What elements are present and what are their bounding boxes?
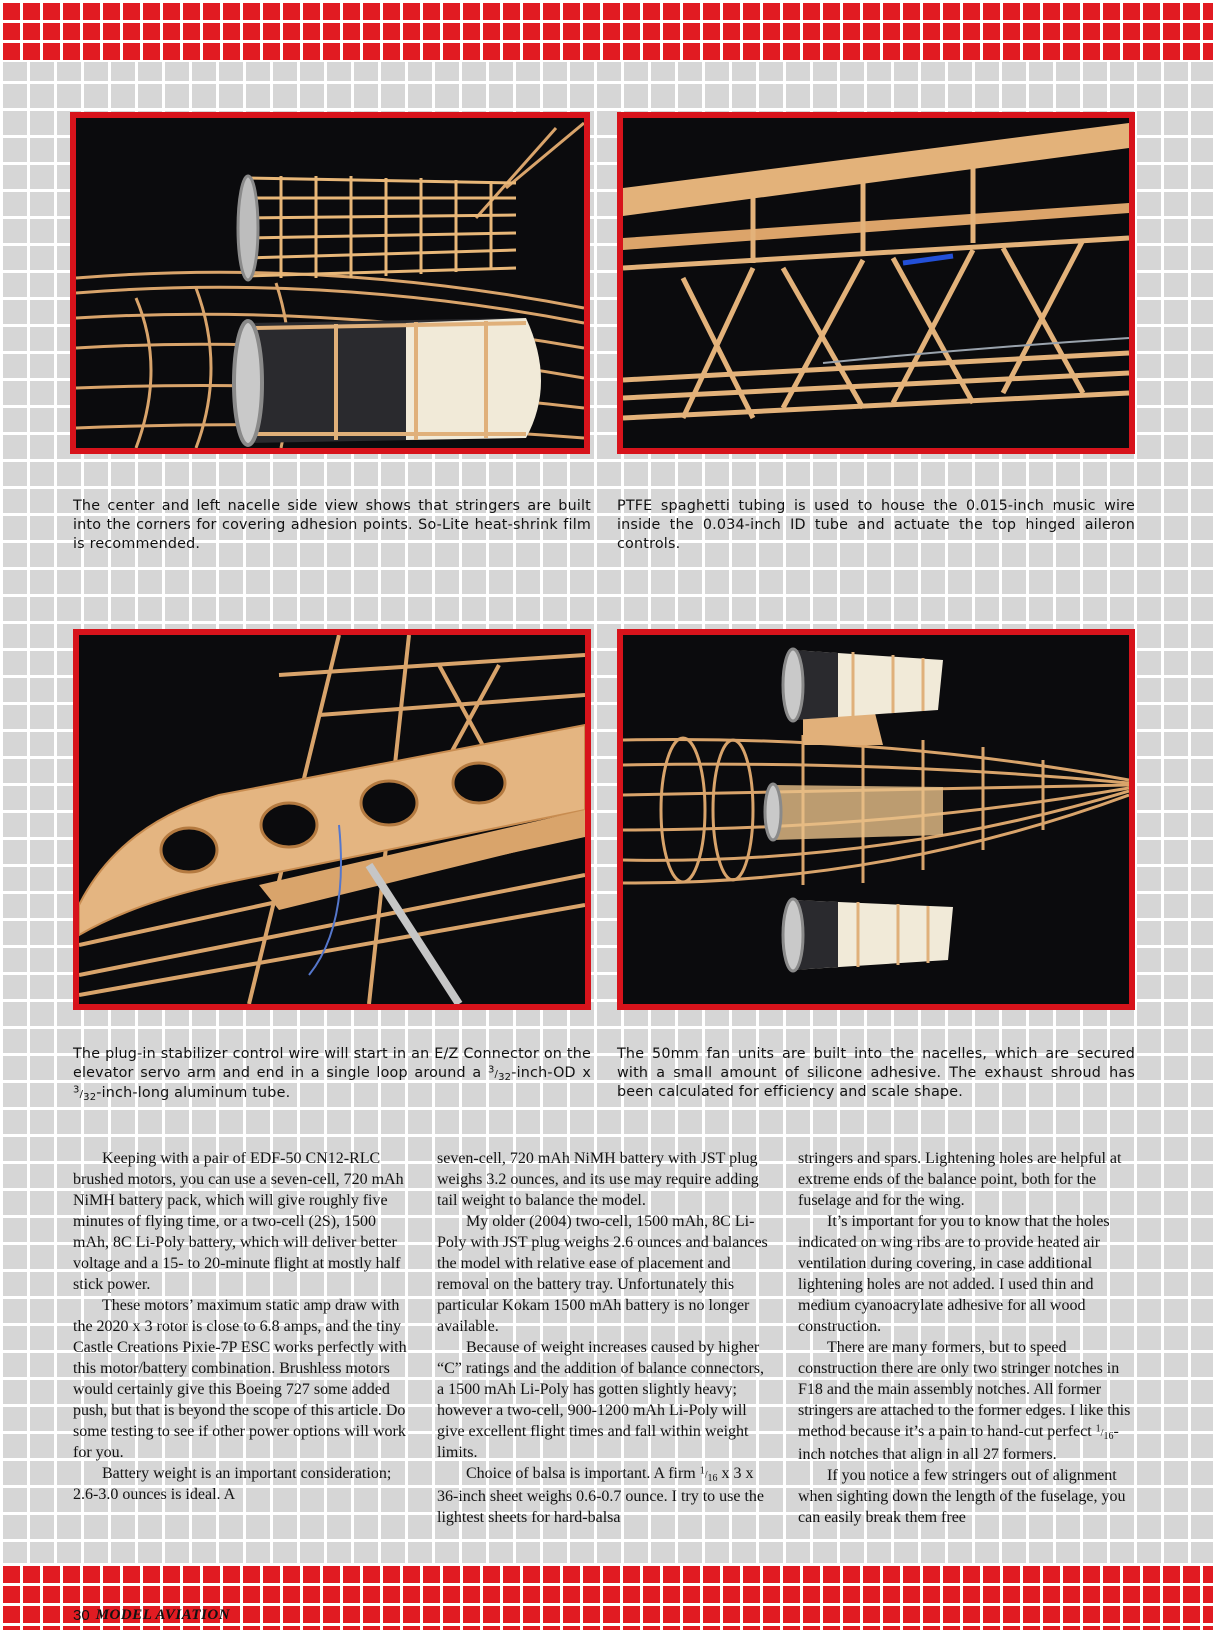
caption-text: -inch-OD x: [511, 1065, 591, 1081]
paragraph-text: -inch notches that align in all 27 formers.: [798, 1423, 1119, 1463]
fraction-numerator: 3: [487, 1064, 495, 1076]
caption-text: -inch-long aluminum tube.: [96, 1085, 291, 1101]
article-paragraph: These motors’ maximum static amp draw with the 2020 x 3 rotor is close to 6.8 amps, and the tiny Castle Creations Pixie-7P ESC works perfectly with this motor/battery combination. Brushless motors would certainly give this Boeing 727 some added push, but that is beyond the scope of this article. Do some testing to see if other power options will work for you.: [73, 1297, 407, 1461]
fraction-numerator: 1: [1095, 1423, 1101, 1435]
photo-wing-structure: [617, 112, 1135, 454]
article-paragraph: My older (2004) two-cell, 1500 mAh, 8C Li-Poly with JST plug weighs 2.6 ounces and balances the model with relative ease of placement and removal on the battery tray. Unfortunately this particular Kokam 1500 mAh battery is no longer available.: [437, 1213, 768, 1335]
article-column-1: [73, 1148, 410, 1505]
article-paragraph: Battery weight is an important consideration; 2.6-3.0 ounces is ideal. A: [73, 1465, 392, 1503]
article-paragraph: stringers and spars. Lightening holes are helpful at extreme ends of the balance point, both for the fuselage and for the wing.: [798, 1150, 1122, 1209]
article-paragraph: seven-cell, 720 mAh NiMH battery with JST plug weighs 3.2 ounces, and its use may require adding tail weight to balance the model.: [437, 1150, 759, 1209]
photo-stabilizer-illustration: [79, 635, 585, 1004]
caption-fan-units: The 50mm fan units are built into the nacelles, which are secured with a small amount of silicone adhesive. The exhaust shroud has been calculated for efficiency and scale shape.: [617, 1046, 1135, 1100]
article-column-3: [798, 1148, 1135, 1528]
fraction-denominator: 32: [498, 1072, 512, 1083]
photo-wing-illustration: [623, 118, 1129, 448]
fraction: $^3/_{32}$: [487, 1064, 512, 1083]
photo-nacelle-side-view: [70, 112, 590, 454]
caption-ptfe-tubing: PTFE spaghetti tubing is used to house the 0.015-inch music wire inside the 0.034-inch ID tube and actuate the top hinged aileron controls.: [617, 498, 1135, 552]
fraction-numerator: 3: [73, 1084, 80, 1096]
fraction-denominator: 16: [1103, 1431, 1114, 1442]
article-paragraph: If you notice a few stringers out of alignment when sighting down the length of the fuselage, you can easily break them free: [798, 1467, 1126, 1526]
photo-fuselage-illustration: [623, 635, 1129, 1004]
fraction-numerator: 1: [699, 1465, 705, 1477]
fraction: $^1/_{16}$: [1095, 1423, 1114, 1442]
article-paragraph: Keeping with a pair of EDF-50 CN12-RLC brushed motors, you can use a seven-cell, 720 mAh NiMH battery pack, which will give roughly five minutes of flying time, or a two-cell (2S), 1500 mAh, 8C Li-Poly battery, which will deliver better voltage and a 15- to 20-minute flight at mostly half stick power.: [73, 1150, 404, 1293]
caption-nacelle-side-view: The center and left nacelle side view shows that stringers are built into the corners for covering adhesion points. So-Lite heat-shrink film is recommended.: [73, 498, 591, 552]
article-paragraph: It’s important for you to know that the holes indicated on wing ribs are to provide heated air ventilation during covering, in case additional lightening holes are not added. I used thin and medium cyanoacrylate adhesive for all wood construction.: [798, 1213, 1110, 1335]
article-paragraph: [798, 1337, 1135, 1465]
fraction: $^1/_{16}$: [699, 1465, 718, 1484]
article-column-2: [437, 1148, 774, 1528]
page-footer: [73, 1603, 230, 1627]
paragraph-text: x 3 x 36-inch sheet weighs 0.6-0.7 ounce. I try to use the lightest sheets for hard-balsa: [437, 1465, 765, 1526]
fraction-denominator: 32: [83, 1092, 97, 1103]
photo-fan-units-top-view: [617, 629, 1135, 1010]
fraction-denominator: 16: [707, 1473, 718, 1484]
article-paragraph: Because of weight increases caused by higher “C” ratings and the addition of balance connectors, a 1500 mAh Li-Poly has gotten slightly heavy; however a two-cell, 900-1200 mAh Li-Poly will give excellent flight times and fall within weight limits.: [437, 1339, 764, 1461]
fraction: $^3/_{32}$: [73, 1084, 97, 1103]
paragraph-text: Choice of balsa is important. A firm: [466, 1465, 700, 1482]
top-decorative-band: [0, 0, 1213, 62]
article-paragraph: [437, 1463, 774, 1528]
paragraph-text: There are many formers, but to speed construction there are only two stringer notches in F18 and the main assembly notches. All former stringers are attached to the former edges. I like this method because it’s a pain to hand-cut perfect: [798, 1339, 1131, 1440]
photo-stabilizer-control: [73, 629, 591, 1010]
page-number: 30: [73, 1606, 90, 1624]
caption-text: The plug-in stabilizer control wire will start in an E/Z Connector on the elevator servo arm and end in a single loop around a: [73, 1046, 591, 1081]
caption-stabilizer-wire: [73, 1045, 591, 1104]
photo-nacelle-illustration: [76, 118, 584, 448]
magazine-name: MODEL AVIATION: [95, 1606, 231, 1623]
